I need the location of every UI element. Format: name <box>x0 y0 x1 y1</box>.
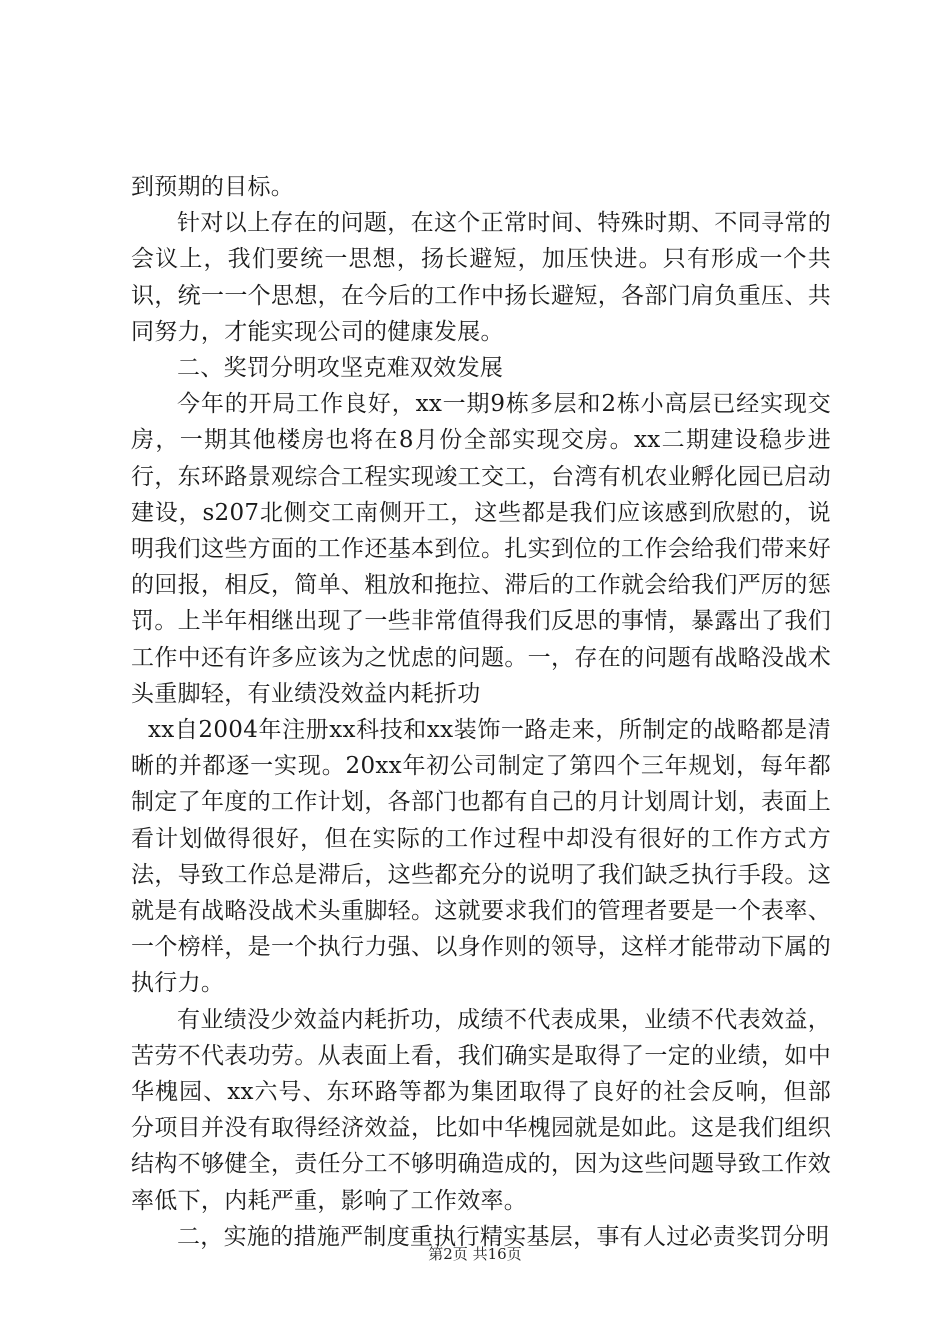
section-heading: 二、奖罚分明攻坚克难双效发展 <box>177 355 504 382</box>
paragraph-6: 二，实施的措施严制度重执行精实基层，事有人过必责奖罚分明 <box>177 1223 830 1250</box>
paragraph-3: 今年的开局工作良好，xx一期9栋多层和2栋小高层已经实现交房，一期其他楼房也将在8月份全部实现交房。xx二期建设稳步进行，东环路景观综合工程实现竣工交工，台湾有机农业孵化园已启动建设，s207北侧交工南侧开工，这些都是我们应该感到欣慰的，说明我们这些方面的工作还基本到位。扎实到位的工作会给我们带来好的回报，相反，简单、粗放和拖拉、滞后的工作就会给我们严厉的惩罚。上半年相继出现了一些非常值得我们反思的事情，暴露出了我们工作中还有许多应该为之忧虑的问题。一，存在的问题有战略没战术头重脚轻，有业绩没效益内耗折功 <box>131 391 831 707</box>
document-body <box>131 169 831 1255</box>
paragraph-1: 到预期的目标。 <box>131 174 295 200</box>
paragraph-4: xx自2004年注册xx科技和xx装饰一路走来，所制定的战略都是清晰的并都逐一实现。20xx年初公司制定了第四个三年规划，每年都制定了年度的工作计划，各部门也都有自己的月计划周计划，表面上看计划做得很好，但在实际的工作过程中却没有很好的工作方式方法，导致工作总是滞后，这些都充分的说明了我们缺乏执行手段。这就是有战略没战术头重脚轻。这就要求我们的管理者要是一个表率、一个榜样，是一个执行力强、以身作则的领导，这样才能带动下属的执行力。 <box>131 717 831 997</box>
page-number-footer: 第2页 共16页 <box>428 1245 522 1263</box>
paragraph-2: 针对以上存在的问题，在这个正常时间、特殊时期、不同寻常的会议上，我们要统一思想，扬长避短，加压快进。只有形成一个共识，统一一个思想，在今后的工作中扬长避短，各部门肩负重压、共同努力，才能实现公司的健康发展。 <box>131 210 831 345</box>
paragraph-5: 有业绩没少效益内耗折功，成绩不代表成果，业绩不代表效益，苦劳不代表功劳。从表面上看，我们确实是取得了一定的业绩，如中华槐园、xx六号、东环路等都为集团取得了良好的社会反响，但部分项目并没有取得经济效益，比如中华槐园就是如此。这是我们组织结构不够健全，责任分工不够明确造成的，因为这些问题导致工作效率低下，内耗严重，影响了工作效率。 <box>131 1006 831 1214</box>
